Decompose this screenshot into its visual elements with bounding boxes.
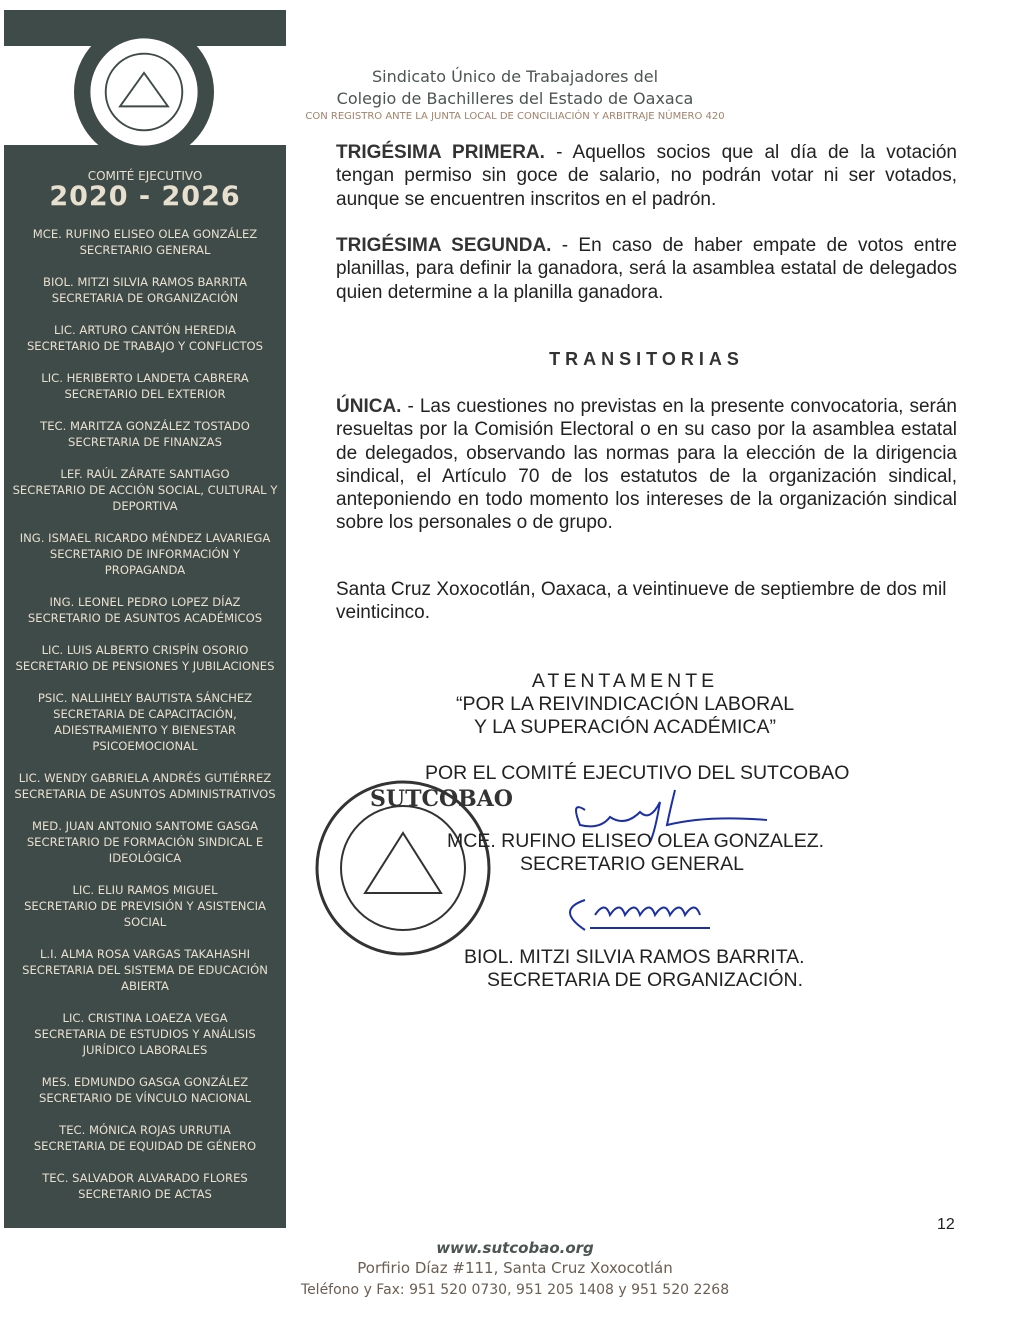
member-name: LIC. ELIU RAMOS MIGUEL <box>72 883 218 897</box>
committee-member <box>4 594 286 626</box>
committee-member <box>4 1122 286 1154</box>
member-name: ING. ISMAEL RICARDO MÉNDEZ LAVARIEGA <box>19 531 271 545</box>
member-name: LIC. LUIS ALBERTO CRISPÍN OSORIO <box>41 643 249 657</box>
member-role: SECRETARIO DE ACCIÓN SOCIAL, CULTURAL Y DEPORTIVA <box>12 483 278 513</box>
signer-2-name: BIOL. MITZI SILVIA RAMOS BARRITA. <box>464 946 805 968</box>
member-role: SECRETARIA DEL SISTEMA DE EDUCACIÓN ABIERTA <box>22 963 268 993</box>
article-label: ÚNICA. <box>336 396 402 417</box>
union-name <box>290 66 740 110</box>
committee-member <box>4 274 286 306</box>
paragraph-32 <box>336 234 957 304</box>
member-name: MES. EDMUNDO GASGA GONZÁLEZ <box>41 1075 249 1089</box>
member-role: SECRETARIO DE VÍNCULO NACIONAL <box>38 1091 252 1105</box>
member-name: TEC. MARITZA GONZÁLEZ TOSTADO <box>40 419 250 433</box>
member-name: LEF. RAÚL ZÁRATE SANTIAGO <box>60 467 230 481</box>
member-role: SECRETARIA DE ESTUDIOS Y ANÁLISIS JURÍDICO LABORALES <box>34 1027 256 1057</box>
member-name: MED. JUAN ANTONIO SANTOME GASGA <box>31 819 259 833</box>
page-number: 12 <box>937 1216 955 1233</box>
member-role: SECRETARIO DE FORMACIÓN SINDICAL E IDEOLÓGICA <box>26 835 264 865</box>
committee-member <box>4 418 286 450</box>
sutcobao-logo <box>74 22 214 162</box>
member-role: SECRETARIA DE ORGANIZACIÓN <box>51 291 239 305</box>
committee-member <box>4 370 286 402</box>
committee-member <box>4 770 286 802</box>
committee-line: POR EL COMITÉ EJECUTIVO DEL SUTCOBAO <box>425 762 850 784</box>
paragraph-unica <box>336 395 957 535</box>
closing-block <box>430 670 820 739</box>
committee-sidebar <box>4 145 286 1228</box>
member-role: SECRETARIO DE PENSIONES Y JUBILACIONES <box>15 659 275 673</box>
member-name: LIC. CRISTINA LOAEZA VEGA <box>62 1011 228 1025</box>
member-name: LIC. HERIBERTO LANDETA CABRERA <box>41 371 249 385</box>
member-name: TEC. SALVADOR ALVARADO FLORES <box>42 1171 248 1185</box>
motto-line2: Y LA SUPERACIÓN ACADÉMICA” <box>474 716 776 738</box>
member-role: SECRETARIO DE PREVISIÓN Y ASISTENCIA SOCIAL <box>24 899 266 929</box>
motto-line1: “POR LA REIVINDICACIÓN LABORAL <box>455 693 795 715</box>
committee-member <box>4 946 286 994</box>
paragraph-31 <box>336 141 957 211</box>
signer-2 <box>464 946 805 992</box>
committee-member <box>4 1010 286 1058</box>
committee-title: COMITÉ EJECUTIVO <box>87 169 203 183</box>
union-name-line2: Colegio de Bachilleres del Estado de Oaxaca <box>336 89 694 108</box>
svg-text:SUTCOBAO: SUTCOBAO <box>370 786 513 812</box>
article-label: TRIGÉSIMA SEGUNDA. <box>336 235 552 256</box>
member-list <box>4 226 286 1202</box>
member-role: SECRETARIA DE FINANZAS <box>68 435 222 449</box>
committee-member <box>4 642 286 674</box>
member-role: SECRETARIO GENERAL <box>79 243 211 257</box>
member-role: SECRETARIA DE ASUNTOS ADMINISTRATIVOS <box>14 787 276 801</box>
signer-1-name: MCE. RUFINO ELISEO OLEA GONZALEZ. <box>447 830 825 852</box>
section-heading: TRANSITORIAS <box>549 349 744 369</box>
member-role: SECRETARIO DE ACTAS <box>78 1187 212 1201</box>
member-name: PSIC. NALLIHELY BAUTISTA SÁNCHEZ <box>37 691 253 705</box>
member-role: SECRETARIO DEL EXTERIOR <box>64 387 226 401</box>
signer-1-role: SECRETARIO GENERAL <box>520 853 744 875</box>
committee-member <box>4 1170 286 1202</box>
member-name: TEC. MÓNICA ROJAS URRUTIA <box>59 1123 231 1137</box>
signer-1 <box>447 830 824 876</box>
committee-years: 2020 - 2026 <box>49 181 241 212</box>
article-text: - Las cuestiones no previstas en la presente convocatoria, serán resueltas por la Comisión Electoral o en su caso por la asamblea estatal de delegados, observando las normas para la elección de la dirigencia sindical, el Artículo 70 de los estatutos de la organización sindical, anteponiendo en todo momento los intereses de la organización sindical sobre los personales o de grupo. <box>336 396 957 534</box>
committee-member <box>4 882 286 930</box>
committee-member <box>4 466 286 514</box>
union-name-line1: Sindicato Único de Trabajadores del <box>371 67 659 86</box>
member-name: LIC. ARTURO CANTÓN HEREDIA <box>54 323 236 337</box>
committee-member <box>4 690 286 754</box>
member-name: MCE. RUFINO ELISEO OLEA GONZÁLEZ <box>32 227 258 241</box>
footer-phone: Teléfono y Fax: 951 520 0730, 951 205 1408 y 951 520 2268 <box>300 1282 730 1298</box>
member-role: SECRETARIA DE CAPACITACIÓN, ADIESTRAMIENTO Y BIENESTAR PSICOEMOCIONAL <box>53 707 237 753</box>
place-date: Santa Cruz Xoxocotlán, Oaxaca, a veintinueve de septiembre de dos mil veinticinco. <box>336 579 947 624</box>
committee-member <box>4 322 286 354</box>
member-role: SECRETARIO DE TRABAJO Y CONFLICTOS <box>26 339 264 353</box>
footer-address: Porfirio Díaz #111, Santa Cruz Xoxocotlán <box>357 1259 673 1277</box>
member-name: LIC. WENDY GABRIELA ANDRÉS GUTIÉRREZ <box>18 771 272 785</box>
committee-member <box>4 530 286 578</box>
committee-member <box>4 226 286 258</box>
member-name: ING. LEONEL PEDRO LOPEZ DÍAZ <box>49 595 241 609</box>
article-text: - Aquellos socios que al día de la votación tengan permiso sin goce de salario, no podrán votar ni ser votados, aunque se encuentren inscritos en el padrón. <box>336 142 957 210</box>
member-role: SECRETARIA DE EQUIDAD DE GÉNERO <box>33 1139 257 1153</box>
article-text: - En caso de haber empate de votos entre planillas, para definir la ganadora, será la asamblea estatal de delegados quien determine a la planilla ganadora. <box>336 235 957 303</box>
salutation: ATENTAMENTE <box>531 670 719 692</box>
member-role: SECRETARIO DE ASUNTOS ACADÉMICOS <box>27 611 263 625</box>
member-name: L.I. ALMA ROSA VARGAS TAKAHASHI <box>39 947 251 961</box>
registry-note: CON REGISTRO ANTE LA JUNTA LOCAL DE CONCILIACIÓN Y ARBITRAJE NÚMERO 420 <box>305 111 725 122</box>
footer-website[interactable]: www.sutcobao.org <box>436 1239 594 1257</box>
member-name: BIOL. MITZI SILVIA RAMOS BARRITA <box>42 275 248 289</box>
article-label: TRIGÉSIMA PRIMERA. <box>336 142 545 163</box>
signer-2-role: SECRETARIA DE ORGANIZACIÓN. <box>487 969 804 991</box>
committee-member <box>4 818 286 866</box>
member-role: SECRETARIO DE INFORMACIÓN Y PROPAGANDA <box>49 547 241 577</box>
committee-member <box>4 1074 286 1106</box>
